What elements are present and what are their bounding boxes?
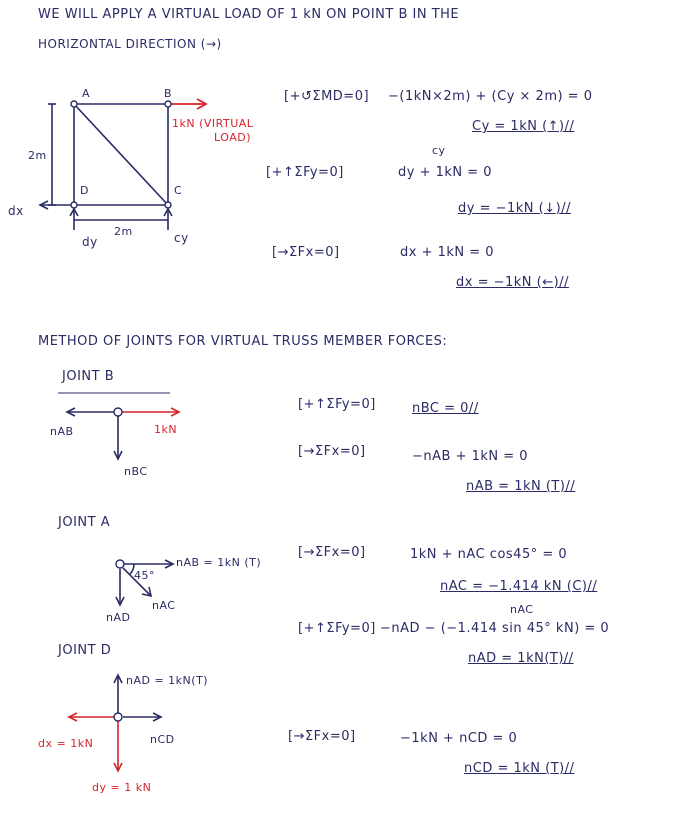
- joint-a-nac-label: nAC: [152, 599, 176, 612]
- intro-line-2: HORIZONTAL DIRECTION (→): [38, 37, 222, 51]
- joint-b-nbc-label: nBC: [124, 465, 148, 478]
- eq-dx-result: dx = −1kN (←)//: [456, 275, 569, 290]
- joint-a-nab-label: nAB = 1kN (T): [176, 556, 262, 569]
- cy-label: cy: [174, 231, 189, 245]
- joint-b-eq1-rhs: nBC = 0//: [412, 401, 479, 416]
- joint-b-eq2-lhs: [→ΣFx=0]: [298, 444, 366, 459]
- joint-a-eq2-rhs: −nAD − (−1.414 sin 45° kN) = 0: [380, 621, 610, 636]
- eq-fy-rhs: dy + 1kN = 0: [398, 165, 493, 180]
- dy-label: dy: [82, 235, 98, 249]
- eq-moment-rhs: −(1kN×2m) + (Cy × 2m) = 0: [388, 89, 593, 104]
- joint-d-title: JOINT D: [58, 643, 112, 658]
- virtual-load-label-2: LOAD): [214, 131, 251, 144]
- joint-b-load-label: 1kN: [154, 423, 178, 436]
- eq-dy-result: dy = −1kN (↓)//: [458, 201, 571, 216]
- joint-a-nad-result: nAD = 1kN(T)//: [468, 651, 574, 666]
- joint-d-eq1-rhs: −1kN + nCD = 0: [400, 731, 518, 746]
- width-label: 2m: [114, 225, 133, 238]
- joint-b-title: JOINT B: [62, 369, 115, 384]
- joint-d-dx-label: dx = 1kN: [38, 737, 94, 750]
- height-label: 2m: [28, 149, 47, 162]
- node-label-a: A: [82, 87, 91, 100]
- dx-label: dx: [8, 204, 24, 218]
- joint-d-ncd-result: nCD = 1kN (T)//: [464, 761, 575, 776]
- joint-d-node: [114, 713, 122, 721]
- eq-cy-result: Cy = 1kN (↑)//: [472, 119, 575, 134]
- joint-d-nad-label: nAD = 1kN(T): [126, 674, 209, 687]
- section-title: METHOD OF JOINTS FOR VIRTUAL TRUSS MEMBER FORCES:: [38, 334, 448, 349]
- joint-d-ncd-label: nCD: [150, 733, 175, 746]
- joint-d-eq1-lhs: [→ΣFx=0]: [288, 729, 356, 744]
- virtual-load-label-1: 1kN (VIRTUAL: [172, 117, 254, 130]
- joint-b-eq2-rhs: −nAB + 1kN = 0: [412, 449, 529, 464]
- eq-fx-rhs: dx + 1kN = 0: [400, 245, 495, 260]
- joint-d-dy-label: dy = 1 kN: [92, 781, 152, 794]
- eq-fy-lhs: [+↑ΣFy=0]: [266, 165, 344, 180]
- node-label-b: B: [164, 87, 173, 100]
- cy-note: cy: [432, 144, 446, 157]
- joint-a-eq2-lhs: [+↑ΣFy=0]: [298, 621, 376, 636]
- eq-fx-lhs: [→ΣFx=0]: [272, 245, 340, 260]
- joint-a-nac-result: nAC = −1.414 kN (C)//: [440, 579, 598, 594]
- node-label-c: C: [174, 184, 183, 197]
- joint-a-nac-note: nAC: [510, 603, 534, 616]
- joint-b-eq1-lhs: [+↑ΣFy=0]: [298, 397, 376, 412]
- node-label-d: D: [80, 184, 89, 197]
- joint-a-angle-label: 45°: [134, 569, 155, 582]
- joint-a-eq1-lhs: [→ΣFx=0]: [298, 545, 366, 560]
- joint-a-nad-label: nAD: [106, 611, 131, 624]
- joint-a-eq1-rhs: 1kN + nAC cos45° = 0: [410, 547, 568, 562]
- joint-a-title: JOINT A: [58, 515, 111, 530]
- joint-b-nab-label: nAB: [50, 425, 74, 438]
- eq-moment-lhs: [+↺ΣMD=0]: [284, 89, 370, 104]
- joint-b-result: nAB = 1kN (T)//: [466, 479, 576, 494]
- intro-line-1: WE WILL APPLY A VIRTUAL LOAD OF 1 kN ON POINT B IN THE: [38, 7, 460, 22]
